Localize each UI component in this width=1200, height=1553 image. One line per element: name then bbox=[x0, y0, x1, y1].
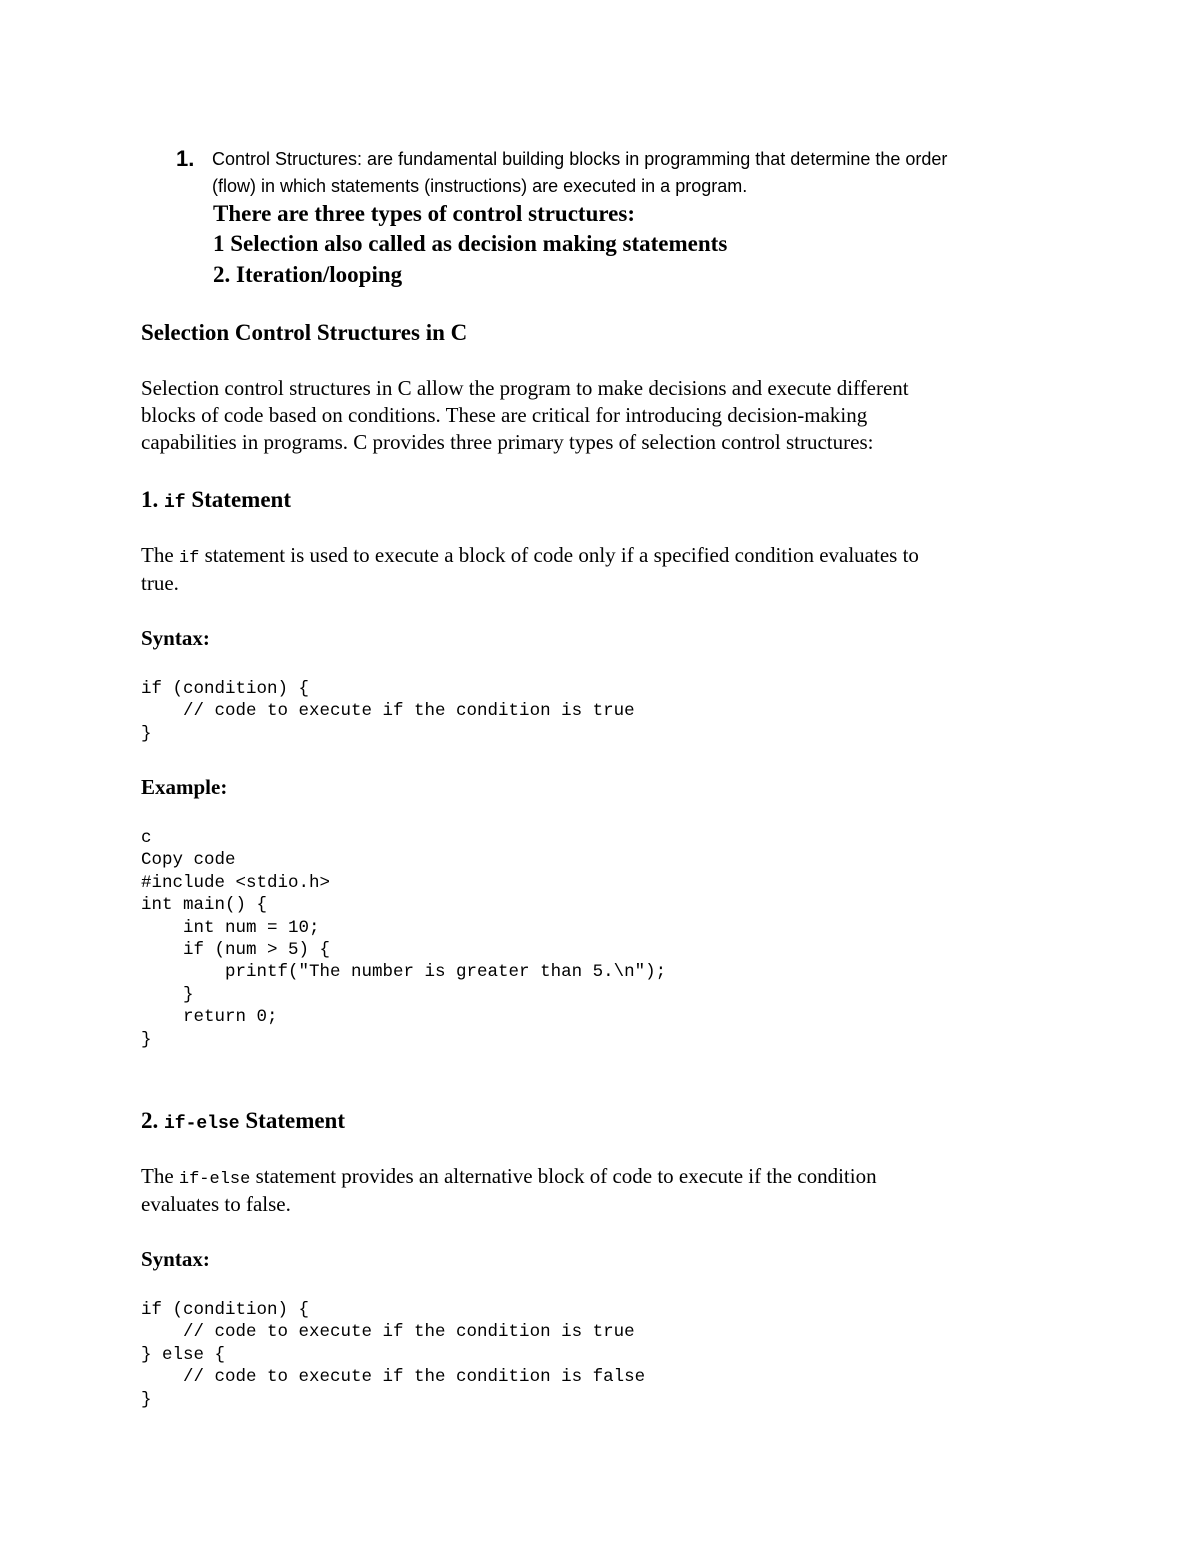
paragraph-line-2: blocks of code based on conditions. These are critical for introducing decision-making bbox=[141, 403, 868, 427]
if-else-description-line-1: The if-else statement provides an alternative block of code to execute if the condition bbox=[141, 1164, 877, 1189]
if-statement-heading bbox=[141, 487, 291, 513]
if-else-statement-heading bbox=[141, 1108, 345, 1134]
heading-keyword: if bbox=[164, 493, 186, 513]
heading-title: Statement bbox=[191, 487, 291, 512]
if-description-line-2: true. bbox=[141, 571, 179, 595]
if-else-syntax-code-block: if (condition) { // code to execute if the condition is true } else { // code to execute if the condition is false } bbox=[141, 1300, 646, 1410]
syntax-label: Syntax: bbox=[141, 1247, 210, 1271]
section-heading: Selection Control Structures in C bbox=[141, 320, 468, 345]
paragraph-line-3: capabilities in programs. C provides three primary types of selection control structures: bbox=[141, 430, 874, 454]
if-else-description-line-2: evaluates to false. bbox=[141, 1192, 291, 1216]
heading-number: 1. bbox=[141, 487, 159, 512]
example-label: Example: bbox=[141, 775, 228, 799]
paragraph-line-1: Selection control structures in C allow the program to make decisions and execute different bbox=[141, 376, 909, 400]
type-iteration: 2. Iteration/looping bbox=[213, 262, 403, 287]
heading-keyword: if-else bbox=[164, 1114, 240, 1134]
definition-line-2: (flow) in which statements (instructions) are executed in a program. bbox=[212, 176, 748, 196]
list-number: 1. bbox=[176, 146, 195, 171]
heading-number: 2. bbox=[141, 1108, 159, 1133]
definition-line-1: Control Structures: are fundamental building blocks in programming that determine the order bbox=[212, 149, 948, 169]
heading-title: Statement bbox=[245, 1108, 346, 1133]
syntax-label: Syntax: bbox=[141, 626, 210, 650]
if-description-line-1: The if statement is used to execute a block of code only if a specified condition evaluates to bbox=[141, 543, 919, 568]
type-selection: 1 Selection also called as decision making statements bbox=[213, 231, 728, 256]
inline-code: if bbox=[178, 549, 200, 568]
if-syntax-code-block: if (condition) { // code to execute if the condition is true } bbox=[141, 679, 635, 744]
inline-code: if-else bbox=[178, 1170, 251, 1189]
if-example-code-block: c Copy code #include <stdio.h> int main() { int num = 10; if (num > 5) { printf("The number is greater than 5.\n"); } return 0; } bbox=[141, 828, 667, 1050]
types-heading: There are three types of control structures: bbox=[213, 201, 635, 226]
